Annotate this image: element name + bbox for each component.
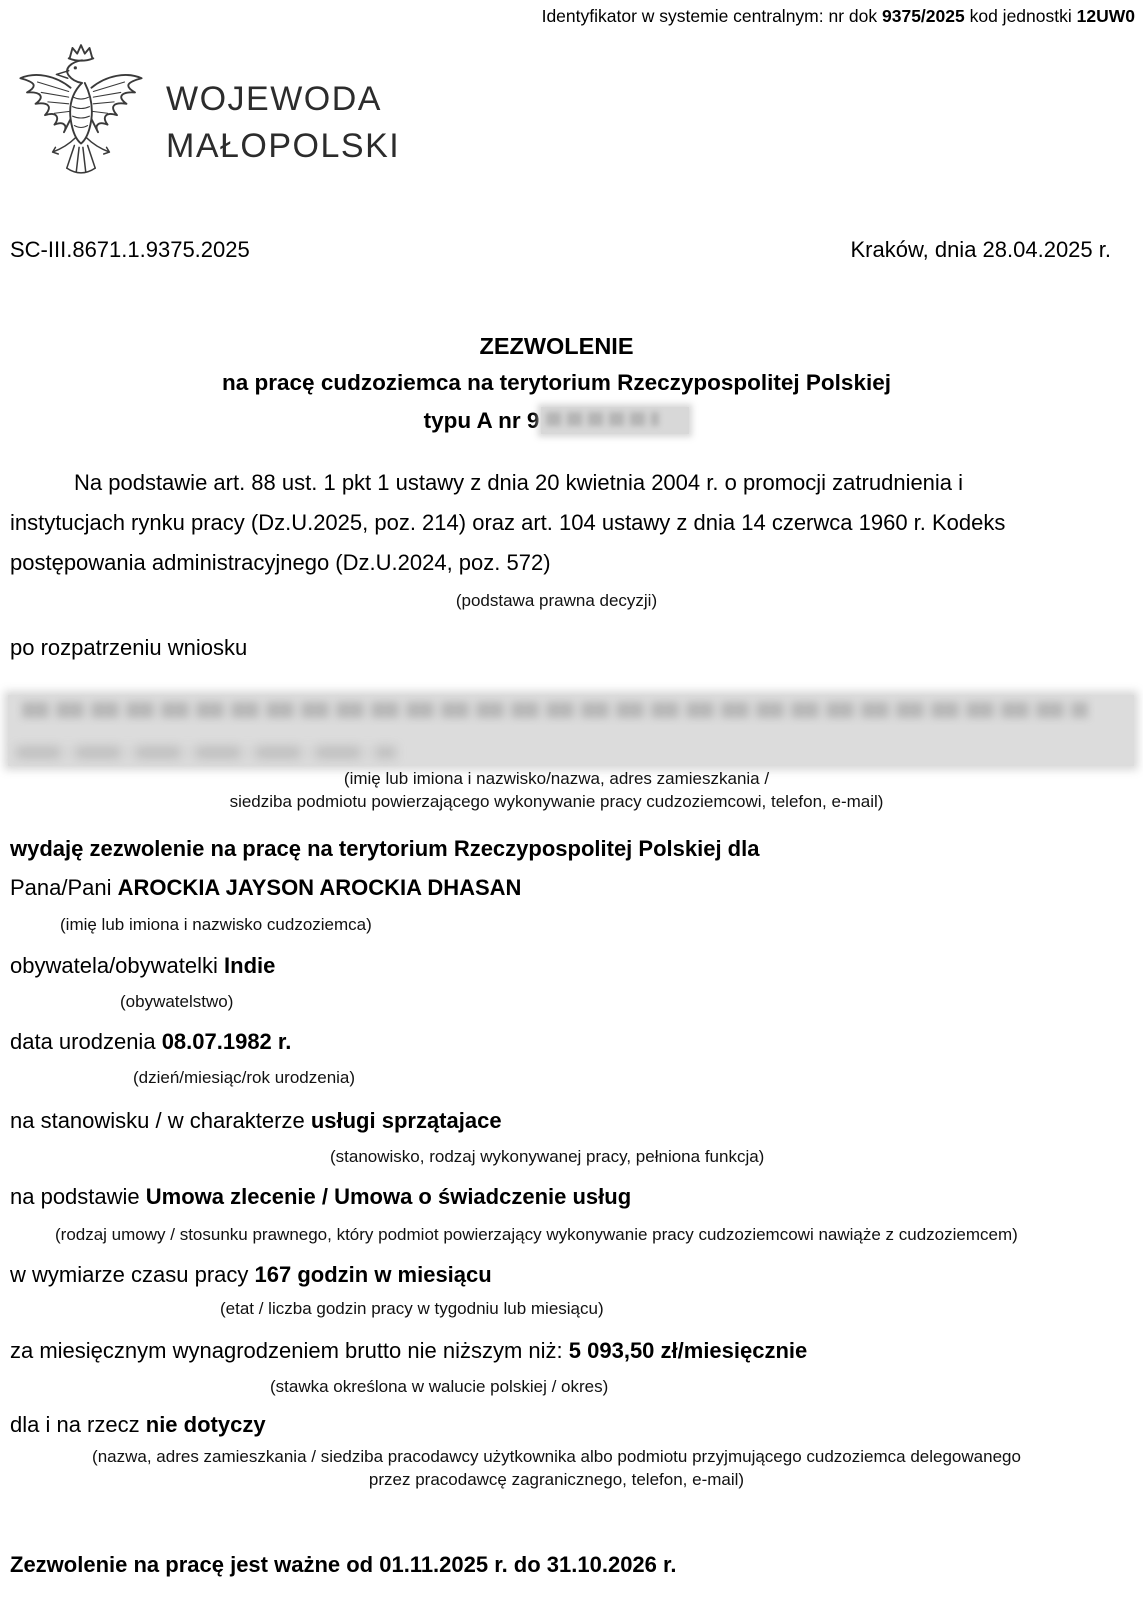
reference-row [10,237,1111,263]
legal-basis-line2: instytucjach rynku pracy (Dz.U.2025, poz. 214) oraz art. 104 ustawy z dnia 14 czerwca 1960 r. Kodeks [10,510,1006,535]
birth-value: 08.07.1982 r. [161,1029,292,1054]
entity-value: nie dotyczy [145,1412,266,1437]
legal-basis-paragraph [10,463,1112,583]
contract-value: Umowa zlecenie / Umowa o świadczenie usług [145,1184,632,1209]
legal-basis-line1: Na podstawie art. 88 ust. 1 pkt 1 ustawy z dnia 20 kwietnia 2004 r. o promocji zatrudnienia i [74,470,964,495]
user-employer-caption [0,1445,1113,1491]
position-value: usługi sprzątajace [310,1108,502,1133]
doc-number: 9375/2025 [882,6,965,26]
polish-eagle-emblem-icon [10,40,152,196]
unit-code: 12UW0 [1076,6,1135,26]
contract-type-row [10,1183,631,1211]
user-employer-row [10,1411,266,1439]
redacted-employer-block [8,695,1134,766]
redacted-permit-number [541,407,689,434]
position-label: na stanowisku / w charakterze [10,1108,305,1133]
legal-basis-caption: (podstawa prawna decyzji) [455,591,658,610]
identifier-prefix: Identyfikator w systemie centralnym: nr dok [541,6,878,26]
salary-row [10,1337,807,1365]
salary-label: za miesięcznym wynagrodzeniem brutto nie niższym niż: [10,1338,563,1363]
citizenship-caption: (obywatelstwo) [120,992,234,1011]
working-hours-caption: (etat / liczba godzin pracy w tygodniu lub miesiącu) [220,1299,604,1318]
birth-date-row [10,1028,291,1056]
person-label: Pana/Pani [10,875,112,900]
birth-date-caption: (dzień/miesiąc/rok urodzenia) [133,1068,356,1087]
user-employer-caption-line1: (nazwa, adres zamieszkania / siedziba pracodawcy użytkownika albo podmiotu przyjmującego cudzoziemca delegowanego [92,1447,1021,1466]
validity-statement: Zezwolenie na pracę jest ważne od 01.11.2025 r. do 31.10.2026 r. [10,1552,677,1577]
title-line1: ZEZWOLENIE [479,333,634,359]
citizenship-label: obywatela/obywatelki [10,953,218,978]
document-title [0,333,1113,434]
contract-label: na podstawie [10,1184,140,1209]
central-system-identifier [0,6,1135,27]
place-and-date: Kraków, dnia 28.04.2025 r. [850,237,1111,262]
employer-caption [0,767,1113,813]
foreigner-name-caption: (imię lub imiona i nazwisko cudzoziemca) [60,915,372,934]
title-line3 [0,407,1113,434]
salary-caption: (stawka określona w walucie polskiej / okres) [270,1377,609,1396]
employer-caption-line2: siedziba podmiotu powierzającego wykonywanie pracy cudzoziemcowi, telefon, e-mail) [229,792,884,811]
citizenship-value: Indie [224,953,276,978]
employer-caption-line1: (imię lub imiona i nazwisko/nazwa, adres zamieszkania / [343,769,770,788]
hours-label: w wymiarze czasu pracy [10,1262,249,1287]
entity-label: dla i na rzecz [10,1412,140,1437]
working-hours-row [10,1261,492,1289]
authority-name-line1: WOJEWODA [166,80,382,118]
redacted-text-smudge [16,746,396,759]
title-line2: na pracę cudzoziemca na terytorium Rzeczypospolitej Polskiej [222,370,891,395]
grant-statement: wydaję zezwolenie na pracę na terytorium Rzeczypospolitej Polskiej dla [10,836,760,861]
person-name: AROCKIA JAYSON AROCKIA DHASAN [117,875,522,900]
case-number: SC-III.8671.1.9375.2025 [10,237,250,262]
hours-value: 167 godzin w miesiącu [254,1262,492,1287]
user-employer-caption-line2: przez pracodawcę zagranicznego, telefon, e-mail) [368,1470,745,1489]
foreigner-name-row [10,874,521,902]
position-caption: (stanowisko, rodzaj wykonywanej pracy, pełniona funkcja) [330,1147,765,1166]
position-row [10,1107,502,1135]
birth-label: data urodzenia [10,1029,156,1054]
unit-code-label: kod jednostki [969,6,1072,26]
authority-name-line2: MAŁOPOLSKI [166,127,401,165]
permit-type-prefix: typu A nr 9 [423,408,540,433]
authority-name [166,76,400,170]
request-consideration-line: po rozpatrzeniu wniosku [10,635,248,660]
salary-value: 5 093,50 zł/miesięcznie [568,1338,808,1363]
redacted-text-smudge [22,702,1088,718]
citizenship-row [10,952,275,980]
contract-type-caption: (rodzaj umowy / stosunku prawnego, który podmiot powierzający wykonywanie pracy cudzoziemcowi nawiąże z cudzoziemcem) [55,1225,1018,1244]
legal-basis-line3: postępowania administracyjnego (Dz.U.2024, poz. 572) [10,550,551,575]
